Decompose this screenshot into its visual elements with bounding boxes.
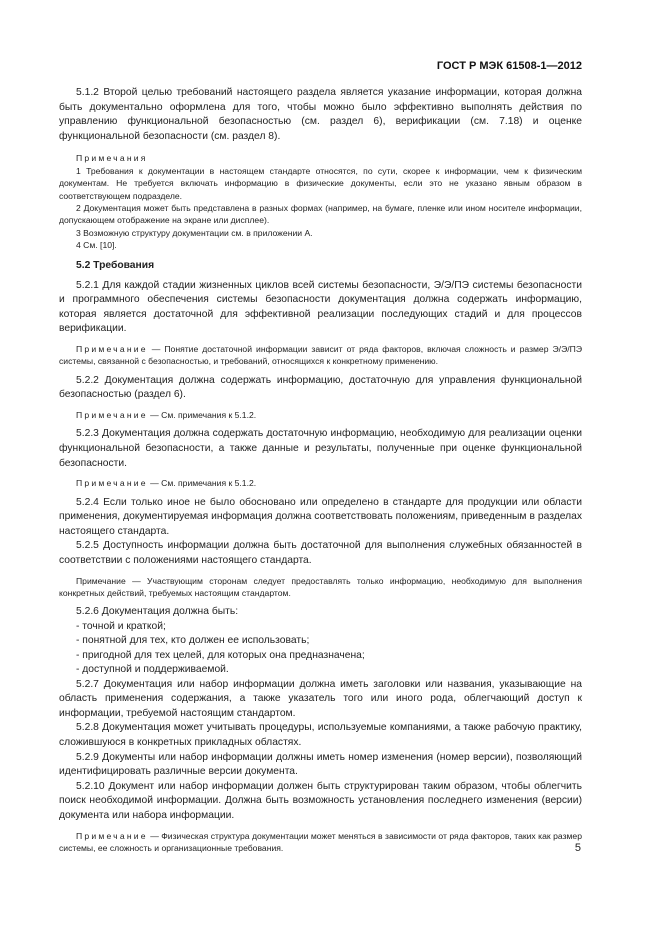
paragraph-5-2-6: 5.2.6 Документация должна быть: [76,606,239,618]
note-text: — Физическая структура документации может меняться в зависимости от ряда факторов, таких как размер системы, ее сложность и организационные требования. [59,830,582,853]
paragraph-5-2-3: 5.2.3 Документация должна содержать достаточную информацию, необходимую для реализации оценки функциональной безопасности, а также данные и результаты, полученные при оценке функциональной безопасности. [59,428,582,469]
section-heading-5-2: 5.2 Требования [76,259,155,271]
note-label: Примечание [76,478,148,489]
note-3: 3 Возможную структуру документации см. в приложении А. [76,227,313,238]
note-text: — См. примечания к 5.1.2. [147,478,257,489]
note-text: — См. примечания к 5.1.2. [147,410,257,420]
page-content [59,58,582,854]
note-4: 4 См. [10]. [76,240,117,251]
paragraph-5-2-4: 5.2.4 Если только иное не было обосновано или определено в стандарте для продукции или области применения, документируемая информация должна соответствовать положениям, приведенным в разделах настоящего стандарта. [59,496,582,537]
note-2: 2 Документация может быть представлена в разных формах (например, на бумаге, пленке или ином носителе информации, допускающем отображение на экране или дисплее). [59,203,582,226]
notes-title: Примечания [76,153,148,164]
note-5-2-3 [59,477,582,489]
paragraph-5-2-8: 5.2.8 Документация может учитывать процедуры, используемые компаниями, а также рабочую практику, сложившуюся в конкретных прикладных областях. [59,722,582,748]
note-label: Примечание [76,830,148,841]
paragraph-5-2-2: 5.2.2 Документация должна содержать информацию, достаточную для управления функциональной безопасностью (раздел 6). [59,374,582,401]
list-item: - точной и краткой; [76,620,166,632]
list-item: - доступной и поддерживаемой. [76,664,229,676]
list-item: - пригодной для тех целей, для которых она предназначена; [76,649,365,661]
paragraph-5-2-10: 5.2.10 Документ или набор информации должен быть структурирован таким образом, чтобы облегчить поиск необходимой информации. Должна быть возможность установления последнего изменения (версии) документа или набора информации. [59,780,582,821]
paragraph-5-2-9: 5.2.9 Документы или набор информации должны иметь номер изменения (номер версии), позволяющий идентифицировать различные версии документа. [59,751,582,778]
note-text: — Понятие достаточной информации зависит от ряда факторов, включая сложность и размер Э/Э/ПЭ системы, связанной с безопасностью, и требований, относящихся к конкретному применению. [59,344,582,367]
note-5-2-1 [59,343,582,368]
note-1: 1 Требования к документации в настоящем стандарте относятся, по сути, скорее к информации, чем к физическим документам. Не требуется включать информацию в физические документы, если это не указано явным образом в соответствующем подразделе. [59,165,582,201]
note-label: Примечание [76,410,148,420]
paragraph-5-2-7: 5.2.7 Документация или набор информации должна иметь заголовки или названия, указывающие на область применения содержания, а также указатель того или иного рода, облегчающий доступ к информации, требуемой настоящим стандартом. [59,678,582,719]
note-label: Примечание [76,344,148,354]
page-number: 5 [574,842,581,854]
note-5-2-10 [59,830,582,855]
paragraph-5-2-5: 5.2.5 Доступность информации должна быть достаточной для выполнения служебных обязанностей в соответствии с положениями настоящего стандарта. [59,540,582,566]
paragraph-5-2-1: 5.2.1 Для каждой стадии жизненных циклов всей системы безопасности, Э/Э/ПЭ системы безопасности и программного обеспечения системы безопасности документация должна содержать информацию, которая является достаточной для эффективной реализации последующих стадий и для процессов верификации. [59,279,582,335]
list-item: - понятной для тех, кто должен ее использовать; [76,635,310,647]
note-text: — Участвующим сторонам следует предоставлять только информацию, необходимую для выполнения конкретных действий, требуемых настоящим стандартом. [59,575,582,598]
standard-header: ГОСТ Р МЭК 61508-1—2012 [436,60,582,72]
note-5-2-2 [59,409,582,421]
paragraph-5-1-2: 5.1.2 Второй целью требований настоящего раздела является указание информации, которая должна быть документально оформлена для того, чтобы можно было эффективно выполнять действия по управлению функциональной безопасностью (см. раздел 6), верификации (см. 7.18) и оценке функциональной безопасности (см. раздел 8). [59,87,582,142]
note-label: Примечание [76,575,126,586]
note-5-2-5 [59,575,582,600]
